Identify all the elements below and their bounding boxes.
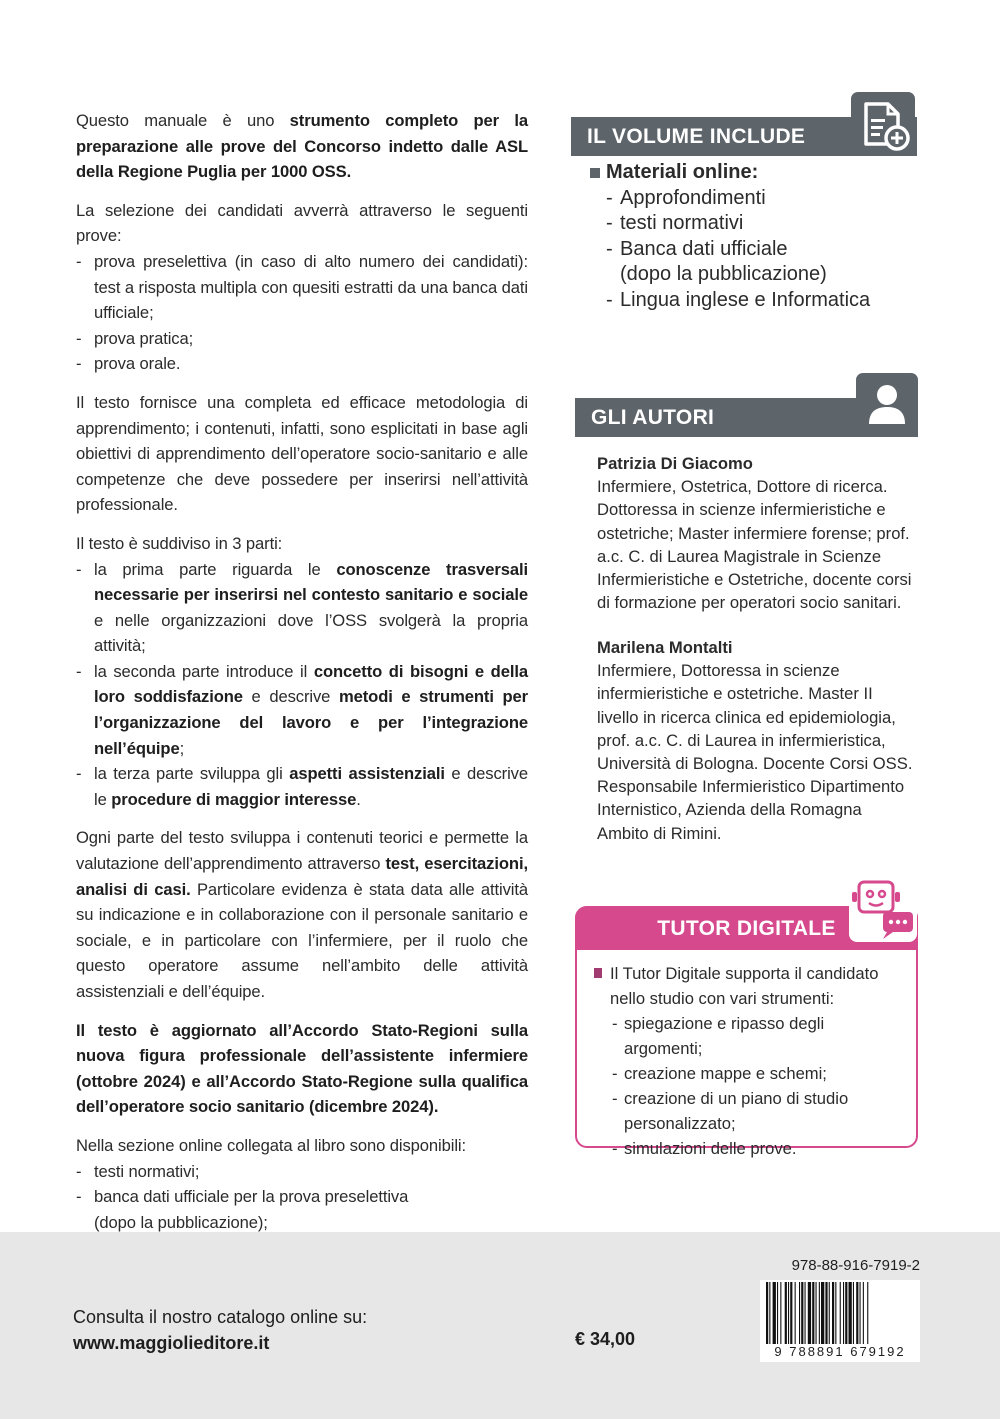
- barcode-bar: [825, 1282, 827, 1348]
- tutor-list: [594, 961, 904, 1161]
- barcode-bar: [835, 1282, 836, 1348]
- list-item: - Lingua inglese e Informatica: [590, 288, 910, 314]
- barcode-bar: [832, 1282, 834, 1348]
- barcode-bar: [799, 1282, 800, 1348]
- tutor-list-head: Il Tutor Digitale supporta il candidato nello studio con vari strumenti:: [594, 961, 904, 1011]
- barcode-block: [760, 1256, 920, 1362]
- catalog-line: Consulta il nostro catalogo online su:: [73, 1307, 368, 1327]
- website-link[interactable]: www.maggiolieditore.it: [73, 1333, 270, 1353]
- main-text-column: [76, 108, 528, 1325]
- list-item-continuation: (dopo la pubblicazione): [620, 263, 827, 286]
- barcode-bar: [805, 1282, 806, 1348]
- list-item: - simulazioni delle prove.: [594, 1136, 904, 1161]
- author-1: [597, 452, 915, 614]
- document-add-icon: [851, 92, 915, 156]
- evaluation-paragraph: Ogni parte del testo sviluppa i contenuti teorici e permette la valutazione dell’apprendimento attraverso test, esercitazioni, analisi di casi. Particolare evidenza è stata data alle attività su indicazione e in collaborazione con il personale sanitario e sociale, e in particolare con l’infermiere, per il ruolo che questo operatore assume nell’ambito delle attività assistenziali e dell’équipe.: [76, 828, 528, 1001]
- barcode-bar: [808, 1282, 811, 1348]
- chatbot-icon: [849, 878, 917, 942]
- barcode-bar: [766, 1282, 768, 1348]
- price: € 34,00: [575, 1329, 636, 1349]
- list-item: - la terza parte sviluppa gli aspetti assistenziali e descrive le procedure di maggior interesse.: [76, 761, 528, 812]
- update-paragraph: Il testo è aggiornato all’Accordo Stato-Regioni sulla nuova figura professionale dell’assistente infermiere (ottobre 2024) e all’Accordo Stato-Regione sulla qualifica dell’operatore socio sanitario (dicembre 2024).: [76, 1020, 528, 1117]
- author-bio: Infermiere, Ostetrica, Dottore di ricerca. Dottoressa in scienze infermieristiche e ostetriche; Master infermiere forense; prof. a.c. C. di Laurea Magistrale in Scienze Infermieristiche e Ostetriche, docente corsi di formazione per operatori socio sanitari.: [597, 477, 912, 613]
- barcode-bar: [819, 1282, 820, 1348]
- barcode-bar: [840, 1282, 841, 1348]
- parts-intro: Il testo è suddiviso in 3 parti:: [76, 533, 283, 553]
- selection-intro: La selezione dei candidati avverrà attraverso le seguenti prove:: [76, 200, 528, 246]
- volume-list: [590, 160, 910, 314]
- catalog-block: [73, 1304, 367, 1356]
- barcode-bar: [845, 1282, 847, 1348]
- list-item: - la prima parte riguarda le conoscenze trasversali necessarie per inserirsi nel contesto sanitario e sociale e nelle organizzazioni dove l’OSS svolgerà la propria attività;: [76, 557, 528, 659]
- list-item: - la seconda parte introduce il concetto di bisogni e della loro soddisfazione e descrive metodi e strumenti per l’organizzazione del lavoro e per l’integrazione nell’équipe;: [76, 659, 528, 761]
- method-paragraph: Il testo fornisce una completa ed efficace metodologia di apprendimento; i contenuti, infatti, sono esplicitati in base agli obiettivi di apprendimento dell’operatore socio-sanitario e alle competenze che deve possedere per inserirsi nell’attività professionale.: [76, 392, 528, 515]
- author-name: Patrizia Di Giacomo: [597, 454, 753, 473]
- barcode-bar: [829, 1282, 830, 1348]
- barcode: [760, 1280, 920, 1362]
- author-2: [597, 636, 915, 845]
- authors-header: GLI AUTORI: [575, 398, 918, 437]
- barcode-bar: [777, 1282, 778, 1348]
- parts-list: [76, 557, 528, 813]
- list-item: - testi normativi;: [76, 1159, 528, 1185]
- list-item: - banca dati ufficiale per la prova preselettiva (dopo la pubblicazione);: [76, 1184, 528, 1235]
- barcode-bar: [773, 1282, 776, 1348]
- barcode-bar: [867, 1282, 868, 1348]
- barcode-bar: [849, 1282, 852, 1348]
- list-item: - prova preselettiva (in caso di alto numero dei candidati): test a risposta multipla con quesiti estratti da una banca dati ufficiale;: [76, 249, 528, 326]
- author-name: Marilena Montalti: [597, 638, 733, 657]
- barcode-bar: [863, 1282, 864, 1348]
- barcode-bar: [856, 1282, 858, 1348]
- barcode-digits: 9 788891 679192: [760, 1344, 920, 1360]
- author-bio: Infermiere, Dottoressa in scienze infermieristiche e ostetriche. Master II livello in ricerca clinica ed epidemiologia, prof. a.c. C. di Laurea in infermieristica, Università di Bologna. Docente Corsi OSS. Responsabile Infermieristico Dipartimento Internistico, Azienda della Romagna Ambito di Rimini.: [597, 661, 913, 843]
- barcode-bar: [816, 1282, 817, 1348]
- selection-list: [76, 249, 528, 377]
- intro-paragraph: Questo manuale è uno strumento completo per la preparazione alle prove del Concorso indetto dalle ASL della Regione Puglia per 1000 OSS.: [76, 111, 528, 182]
- tutor-title: TUTOR DIGITALE: [657, 917, 836, 940]
- isbn: 978-88-916-7919-2: [791, 1257, 920, 1274]
- list-item: - prova orale.: [76, 351, 528, 377]
- barcode-bar: [801, 1282, 803, 1348]
- list-item: - testi normativi: [590, 211, 910, 237]
- barcode-bar: [795, 1282, 796, 1348]
- barcode-bar: [788, 1282, 789, 1348]
- list-item: - spiegazione e ripasso degli argomenti;: [594, 1011, 904, 1061]
- barcode-bar: [785, 1282, 787, 1348]
- list-item: - creazione di un piano di studio personalizzato;: [594, 1086, 904, 1136]
- person-icon: [856, 373, 918, 436]
- online-intro: Nella sezione online collegata al libro sono disponibili:: [76, 1135, 467, 1155]
- barcode-bar: [821, 1282, 824, 1348]
- barcode-bar: [780, 1282, 781, 1348]
- barcode-bar: [790, 1282, 792, 1348]
- volume-list-head: Materiali online:: [590, 160, 910, 186]
- volume-include-header: IL VOLUME INCLUDE: [571, 117, 917, 156]
- list-item: - prova pratica;: [76, 326, 528, 352]
- list-item: - Approfondimenti: [590, 186, 910, 212]
- barcode-bar: [860, 1282, 861, 1348]
- list-item: - creazione mappe e schemi;: [594, 1061, 904, 1086]
- barcode-bar: [769, 1282, 770, 1348]
- list-item: - Banca dati ufficiale: [590, 237, 910, 263]
- barcode-bar: [853, 1282, 854, 1348]
- barcode-bar: [843, 1282, 844, 1348]
- barcode-bar: [812, 1282, 814, 1348]
- barcode-bars: [760, 1282, 920, 1348]
